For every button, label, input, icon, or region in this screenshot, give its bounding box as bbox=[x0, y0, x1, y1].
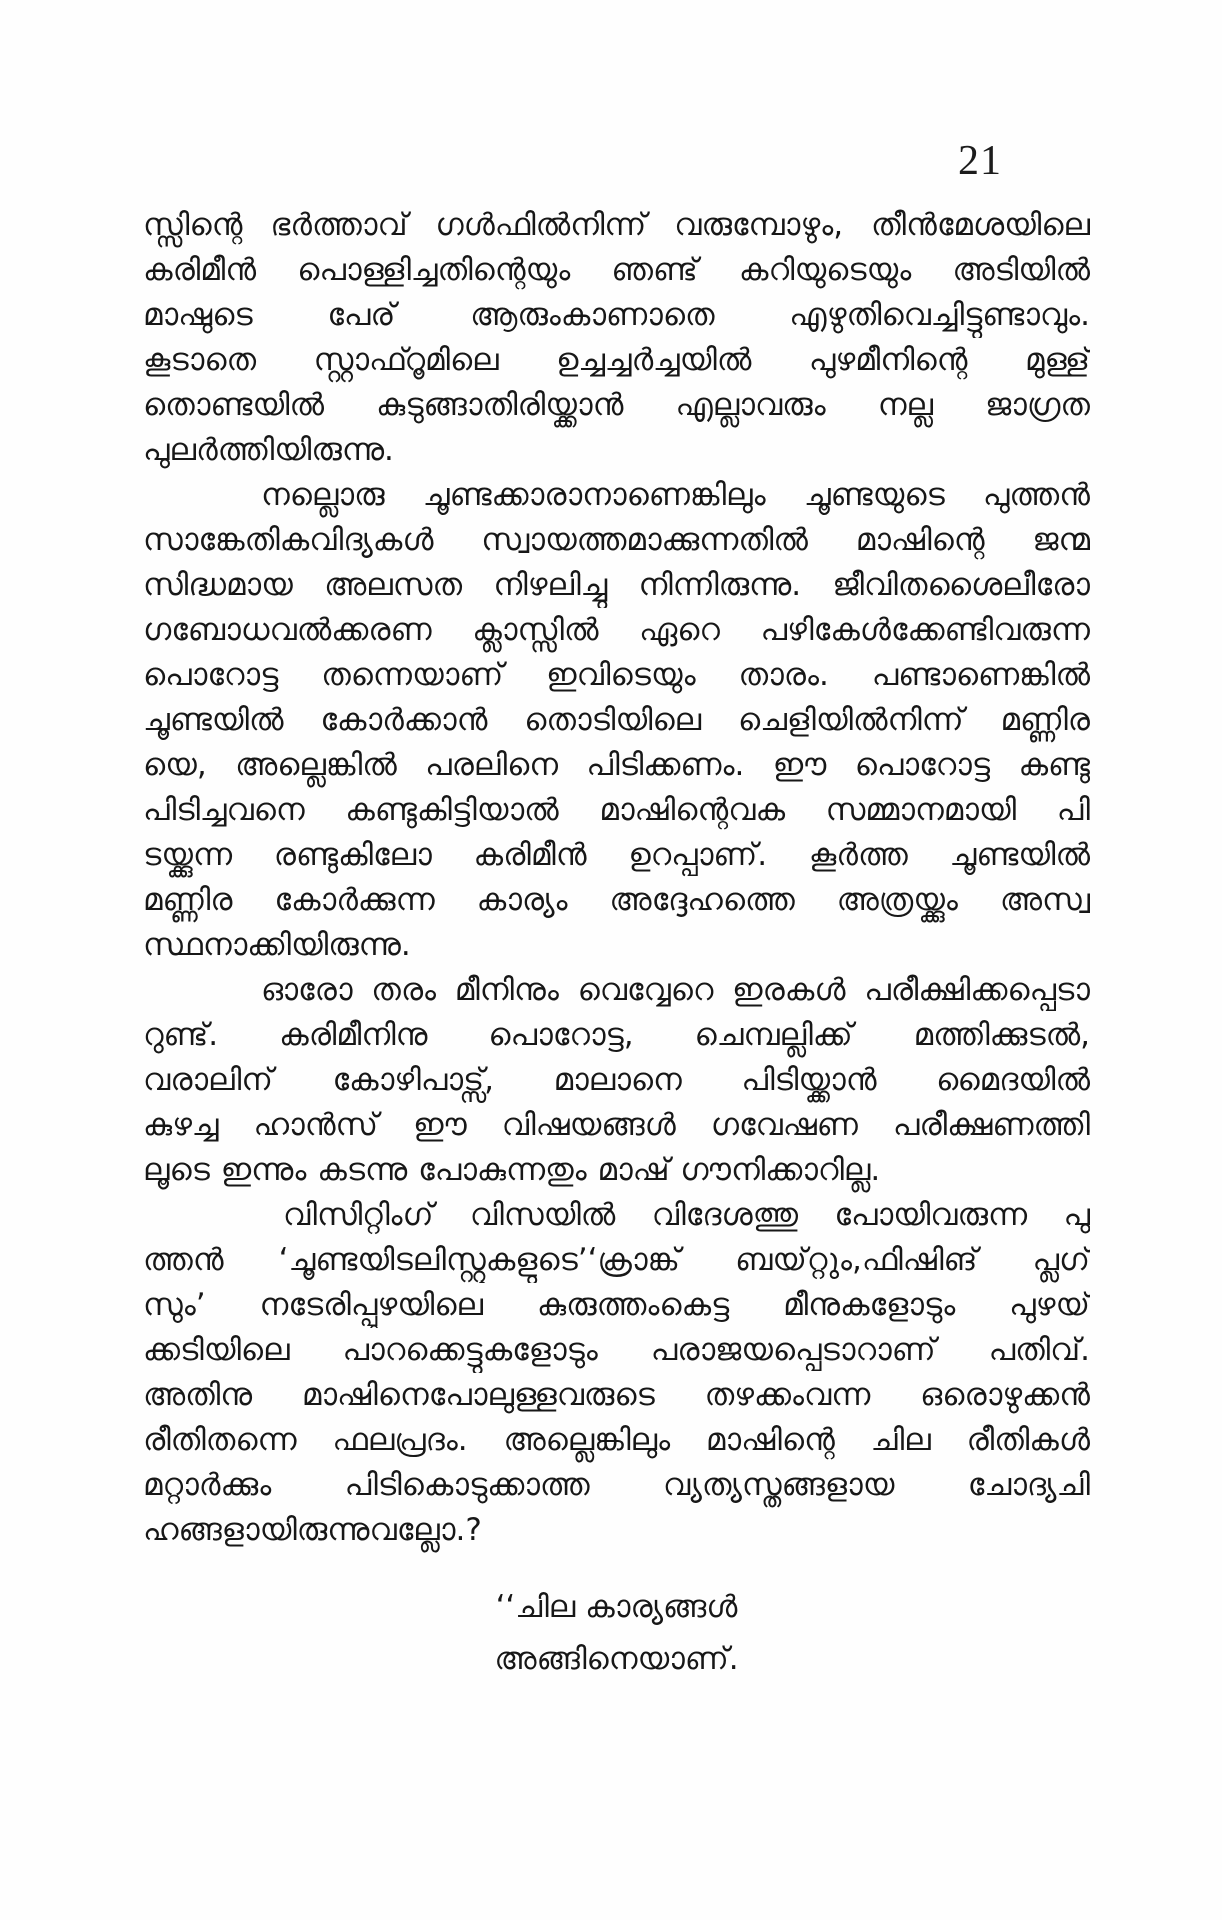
paragraph bbox=[143, 1193, 1090, 1553]
text-line: റുണ്ട്. കരിമീനിനു പൊറോട്ട, ചെമ്പല്ലിക്ക് മത്തിക്കുടൽ, bbox=[143, 1017, 1090, 1053]
text-line: വരാലിന് കോഴിപാട്സ്, മാലാനെ പിടിയ്ക്കാൻ മൈദയിൽ bbox=[143, 1062, 1090, 1098]
text-line: ഓരോ തരം മീനിനും വെവ്വേറെ ഇരകൾ പരീക്ഷിക്കപ്പെടാ bbox=[261, 972, 1090, 1008]
text-line: സും’ നടേരിപ്പുഴയിലെ കുരുത്തംകെട്ട മീനുകളോടും പുഴയ് bbox=[143, 1287, 1090, 1323]
text-line: പൊറോട്ട തന്നെയാണ് ഇവിടെയും താരം. പണ്ടാണെങ്കിൽ bbox=[143, 657, 1090, 693]
text-line: മണ്ണിര കോർക്കുന്ന കാര്യം അദ്ദേഹത്തെ അത്രയ്ക്കും അസ്വ bbox=[143, 882, 1090, 918]
text-line: സാങ്കേതികവിദ്യകൾ സ്വായത്തമാക്കുന്നതിൽ മാഷിന്റെ ജന്മ bbox=[143, 522, 1090, 558]
text-line: രീതിതന്നെ ഫലപ്രദം. അല്ലെങ്കിലും മാഷിന്റെ ചില രീതികൾ bbox=[143, 1422, 1090, 1458]
text-line: ലൂടെ ഇന്നും കടന്നു പോകുന്നതും മാഷ് ഗൗനിക്കാറില്ല. bbox=[143, 1152, 881, 1188]
text-line: യെ, അല്ലെങ്കിൽ പരലിനെ പിടിക്കണം. ഈ പൊറോട്ട കണ്ടു bbox=[143, 747, 1090, 783]
text-line: മാഷുടെ പേര് ആരുംകാണാതെ എഴുതിവെച്ചിട്ടുണ്ടാവും. bbox=[143, 297, 1090, 333]
paragraph bbox=[143, 203, 1090, 473]
paragraph bbox=[143, 968, 1090, 1193]
text-line: ചൂണ്ടയിൽ കോർക്കാൻ തൊടിയിലെ ചെളിയിൽനിന്ന് മണ്ണിര bbox=[143, 702, 1090, 738]
text-line: ഹങ്ങളായിരുന്നുവല്ലോ.? bbox=[143, 1512, 482, 1548]
text-line: സിദ്ധമായ അലസത നിഴലിച്ചു നിന്നിരുന്നു. ജീവിതശൈലീരോ bbox=[143, 567, 1090, 603]
text-line: ടയ്ക്കുന്ന രണ്ടുകിലോ കരിമീൻ ഉറപ്പാണ്. കൂർത്ത ചൂണ്ടയിൽ bbox=[143, 837, 1090, 873]
text-line: വിസിറ്റിംഗ് വിസയിൽ വിദേശത്തു പോയിവരുന്ന പു bbox=[283, 1197, 1090, 1233]
text-line: കരിമീൻ പൊള്ളിച്ചതിന്റെയും ഞണ്ട് കറിയുടെയും അടിയിൽ bbox=[143, 252, 1090, 288]
text-line: തൊണ്ടയിൽ കുടുങ്ങാതിരിയ്ക്കാൻ എല്ലാവരും നല്ല ജാഗ്രത bbox=[143, 387, 1090, 423]
body-text bbox=[143, 203, 1090, 1553]
text-line: സ്ഥനാക്കിയിരുന്നു. bbox=[143, 927, 411, 963]
text-line: അതിനു മാഷിനെപോലുള്ളവരുടെ തഴക്കംവന്ന ഒരൊഴുക്കൻ bbox=[143, 1377, 1090, 1413]
text-line: നല്ലൊരു ചൂണ്ടക്കാരാനാണെങ്കിലും ചൂണ്ടയുടെ പുത്തൻ bbox=[261, 477, 1090, 513]
verse-quote-line: ‘‘ചില കാര്യങ്ങൾ bbox=[495, 1589, 738, 1625]
verse-quote bbox=[143, 1581, 1090, 1685]
text-line: പുലർത്തിയിരുന്നു. bbox=[143, 432, 394, 468]
text-line: ക്കടിയിലെ പാറക്കെട്ടുകളോടും പരാജയപ്പെടാറാണ് പതിവ്. bbox=[143, 1332, 1090, 1368]
page-number: 21 bbox=[958, 138, 1002, 184]
text-line: കൂടാതെ സ്റ്റാഫ്റൂമിലെ ഉച്ചച്ചർച്ചയിൽ പുഴമീനിന്റെ മുള്ള് bbox=[143, 342, 1090, 378]
paragraph bbox=[143, 473, 1090, 968]
verse-quote-line: അങ്ങിനെയാണ്. bbox=[494, 1641, 739, 1677]
text-line: കുഴച്ച ഹാൻസ് ഈ വിഷയങ്ങൾ ഗവേഷണ പരീക്ഷണത്തി bbox=[143, 1107, 1090, 1143]
text-line: ത്തൻ ‘ചൂണ്ടയിടലിസ്റ്റുകളുടെ’‘ക്രാങ്ക് ബയ്റ്റും,ഫിഷിങ് പ്ലഗ് bbox=[143, 1242, 1090, 1278]
text-line: പിടിച്ചവനെ കണ്ടുകിട്ടിയാൽ മാഷിന്റെവക സമ്മാനമായി പി bbox=[143, 792, 1090, 828]
text-line: മറ്റാർക്കും പിടികൊടുക്കാത്ത വ്യത്യസ്തങ്ങളായ ചോദ്യചി bbox=[143, 1467, 1090, 1503]
text-line: സ്സിന്റെ ഭർത്താവ് ഗൾഫിൽനിന്ന് വരുമ്പോഴും, തീൻമേശയിലെ bbox=[143, 207, 1090, 243]
text-line: ഗബോധവൽക്കരണ ക്ലാസ്സിൽ ഏറെ പഴികേൾക്കേണ്ടിവരുന്ന bbox=[143, 612, 1090, 648]
